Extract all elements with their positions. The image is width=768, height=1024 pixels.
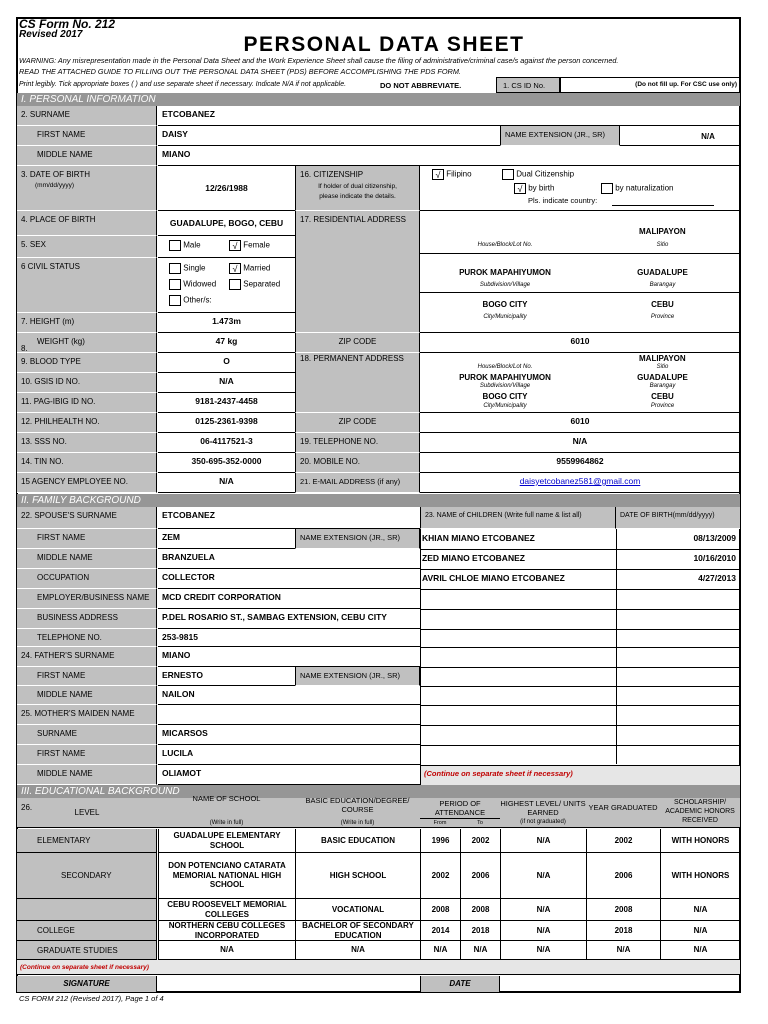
sex-label: 5. SEX [17,236,157,258]
permanent-address-label: 18. PERMANENT ADDRESS [295,353,420,413]
school-name-header: NAME OF SCHOOL [192,794,261,803]
philhealth-field[interactable]: 0125-2361-9398 [158,413,295,433]
name-extension-field[interactable]: N/A [620,126,740,146]
single-checkbox[interactable] [169,263,181,274]
education-honors-cell[interactable]: N/A [660,899,740,921]
education-school-cell[interactable]: N/A [158,941,295,960]
signature-field[interactable] [158,976,420,992]
education-from-cell[interactable]: N/A [420,941,460,960]
children-row-divider [420,609,740,610]
res-street-label: Sitio [656,242,669,248]
spouse-first-field[interactable]: ZEM [158,529,295,549]
cs-id-field: (Do not fill up. For CSC use only) [560,77,740,93]
perm-house-label: House/Block/Lot No. [477,364,533,370]
res-province: CEBU [651,300,674,309]
highest-level-header: HIGHEST LEVEL/ UNITS EARNED [500,799,586,817]
single-label: Single [183,263,206,273]
perm-province-label: Province [650,403,675,409]
perm-city-label: City/Municipality [483,403,527,409]
male-label: Male [183,240,201,250]
spouse-telephone-field[interactable]: 253-9815 [158,629,420,647]
education-from-cell[interactable]: 2002 [420,853,460,899]
agency-employee-label: 15 AGENCY EMPLOYEE NO. [17,473,157,493]
by-nat-label: by naturalization [615,183,674,193]
mother-middle-field[interactable]: OLIAMOT [158,765,420,785]
date-field[interactable] [500,976,740,992]
dob-field[interactable]: 12/26/1988 [158,166,295,211]
first-name-label: FIRST NAME [17,126,157,146]
others-checkbox[interactable] [169,295,181,306]
blood-type-label: 9. BLOOD TYPE [17,353,157,373]
dob-format: (mm/dd/yyyy) [35,182,74,189]
perm-house: MALIPAYON [639,354,686,363]
children-row-divider [420,705,740,706]
education-level-header: LEVEL [74,808,100,817]
res-subdivision-label: Subdivision/Village [479,282,531,288]
pob-field[interactable]: GUADALUPE, BOGO, CEBU [158,211,295,236]
surname-field[interactable]: ETCOBANEZ [158,106,740,126]
education-units-cell[interactable]: N/A [500,829,586,853]
no-abbreviate-note: DO NOT ABBREVIATE. [380,81,462,90]
pagibig-field[interactable]: 9181-2437-4458 [158,393,295,413]
mother-first-label: FIRST NAME [17,745,157,765]
education-from-cell[interactable]: 2008 [420,899,460,921]
by-naturalization-option[interactable] [601,183,674,194]
citizenship-label-text: 16. CITIZENSHIP [300,170,364,179]
period-header: PERIOD OF ATTENDANCE [434,799,486,817]
child-name[interactable]: ZED MIANO ETCOBANEZ [422,553,525,563]
education-level: COLLEGE [17,921,157,941]
dual-citizenship-option[interactable] [502,169,574,180]
mobile-label: 20. MOBILE NO. [295,453,420,473]
residential-address-label: 17. RESIDENTIAL ADDRESS [295,211,420,333]
spouse-surname-label: 22. SPOUSE'S SURNAME [17,507,157,529]
family-continue-note: (Continue on separate sheet if necessary) [421,766,740,785]
blood-type-field[interactable]: O [158,353,295,373]
business-address-label: BUSINESS ADDRESS [17,609,157,629]
father-surname-label: 24. FATHER'S SURNAME [17,647,157,667]
perm-zip-label: ZIP CODE [295,413,420,433]
name-extension-label: NAME EXTENSION (JR., SR) [500,126,620,146]
section-educational-background: III. EDUCATIONAL BACKGROUND [17,785,740,798]
if-not-graduated-note: (if not graduated) [520,819,566,825]
male-option[interactable] [169,240,201,251]
email-label: 21. E-MAIL ADDRESS (if any) [295,473,420,493]
sss-field[interactable]: 06-4117521-3 [158,433,295,453]
weight-label: WEIGHT (kg) [17,333,157,353]
res-zip-field[interactable]: 6010 [420,333,740,353]
middle-name-label: MIDDLE NAME [17,146,157,166]
perm-barangay-label: Barangay [649,383,676,389]
father-ext-label: NAME EXTENSION (JR., SR) [295,667,420,686]
mobile-field[interactable]: 9559964862 [420,453,740,473]
spouse-middle-field[interactable]: BRANZUELA [158,549,420,569]
mother-maiden-field [158,705,420,725]
page-title: PERSONAL DATA SHEET [243,33,525,56]
by-nat-checkbox[interactable] [601,183,613,194]
res-city: BOGO CITY [482,300,528,309]
res-city-label: City/Municipality [483,314,527,320]
country-label: Pls. indicate country: [528,196,598,205]
education-units-cell[interactable]: N/A [500,899,586,921]
guide-text: READ THE ATTACHED GUIDE TO FILLING OUT THE PERSONAL DATA SHEET (PDS) BEFORE ACCOMPLISHING THE PDS FORM. [19,67,461,76]
children-row-divider [420,667,740,668]
occupation-field[interactable]: COLLECTOR [158,569,420,589]
spouse-first-label: FIRST NAME [17,529,157,549]
res-divider-2 [420,292,740,293]
gsis-field[interactable]: N/A [158,373,295,393]
form-revision: Revised 2017 [19,29,83,40]
date-label: DATE [420,976,500,992]
education-from-cell[interactable]: 2014 [420,921,460,941]
middle-name-field[interactable]: MIANO [158,146,740,166]
dual-label: Dual Citizenship [516,169,575,179]
mother-middle-label: MIDDLE NAME [17,765,157,785]
first-name-field[interactable]: DAISY [158,126,500,146]
female-option[interactable] [229,240,270,251]
course-write-note: (Write in full) [340,820,375,826]
sss-label: 13. SSS NO. [17,433,157,453]
perm-street-label: Sitio [656,364,669,370]
education-to-cell[interactable]: 2008 [460,899,500,921]
education-school-cell[interactable]: NORTHERN CEBU COLLEGES INCORPORATED [158,921,295,941]
education-item-number: 26. [21,803,33,812]
employer-label: EMPLOYER/BUSINESS NAME [17,589,157,609]
citizenship-label [295,166,420,211]
education-honors-cell[interactable]: N/A [660,941,740,960]
single-option[interactable] [169,263,205,274]
filipino-checkbox[interactable]: √ [432,169,444,180]
education-level: GRADUATE STUDIES [17,941,157,960]
res-divider-1 [420,253,740,254]
country-line [612,205,714,206]
res-zip-label: ZIP CODE [295,333,420,353]
mother-surname-label: SURNAME [17,725,157,745]
warning-text: WARNING: Any misrepresentation made in the Personal Data Sheet and the Work Experience Sheet shall cause the filing of administrative/criminal case/s against the person concerned. [19,56,619,65]
spouse-surname-field[interactable]: ETCOBANEZ [158,507,420,529]
child-dob[interactable]: 10/16/2010 [693,553,736,563]
telephone-label: 19. TELEPHONE NO. [295,433,420,453]
children-label: 23. NAME of CHILDREN (Write full name & list all) [420,507,616,529]
spouse-middle-label: MIDDLE NAME [17,549,157,569]
father-surname-field[interactable]: MIANO [158,647,420,667]
children-row-divider [420,629,740,630]
telephone-field[interactable]: N/A [420,433,740,453]
widowed-option[interactable] [169,279,216,290]
education-level [17,899,157,921]
section-family-background: II. FAMILY BACKGROUND [17,494,740,507]
surname-label: 2. SURNAME [17,106,157,126]
education-honors-cell[interactable]: WITH HONORS [660,853,740,899]
email-field[interactable] [420,473,740,493]
height-label: 7. HEIGHT (m) [17,313,157,333]
father-middle-label: MIDDLE NAME [17,686,157,705]
perm-subdivision: PUROK MAPAHIYUMON [459,373,551,382]
page-footer: CS FORM 212 (Revised 2017), Page 1 of 4 [19,994,164,1003]
education-to-cell[interactable]: 2006 [460,853,500,899]
period-divider [420,818,500,819]
course-header: BASIC EDUCATION/DEGREE/ COURSE [305,796,410,814]
dob-label-text: 3. DATE OF BIRTH [21,170,91,179]
signature-label: SIGNATURE [17,976,157,992]
education-year-cell[interactable]: 2008 [586,899,660,921]
male-checkbox[interactable] [169,240,181,251]
education-level: ELEMENTARY [17,829,157,853]
res-barangay-label: Barangay [649,282,676,288]
year-graduated-header: YEAR GRADUATED [588,803,658,812]
education-level: SECONDARY [17,853,157,899]
pagibig-label: 11. PAG-IBIG ID NO. [17,393,157,413]
widowed-checkbox[interactable] [169,279,181,290]
period-from-header: From [433,820,447,826]
filipino-option[interactable] [432,169,472,180]
married-option[interactable] [229,263,270,274]
father-middle-field[interactable]: NAILON [158,686,420,705]
perm-zip-field[interactable]: 6010 [420,413,740,433]
education-school-cell[interactable]: GUADALUPE ELEMENTARY SCHOOL [158,829,295,853]
education-year-cell[interactable]: 2002 [586,829,660,853]
education-year-cell[interactable]: N/A [586,941,660,960]
by-birth-label: by birth [528,183,555,193]
honors-header: SCHOLARSHIP/ ACADEMIC HONORS RECEIVED [665,799,735,824]
education-year-cell[interactable]: 2006 [586,853,660,899]
education-continue-note: (Continue on separate sheet if necessary) [20,964,149,971]
education-units-cell[interactable]: N/A [500,941,586,960]
employer-field[interactable]: MCD CREDIT CORPORATION [158,589,420,609]
father-first-label: FIRST NAME [17,667,157,686]
form-number: CS Form No. 212 [19,17,116,31]
education-course-cell[interactable]: VOCATIONAL [295,899,420,921]
school-write-note: (Write in full) [209,820,244,826]
by-birth-checkbox[interactable]: √ [514,183,526,194]
child-name[interactable]: AVRIL CHLOE MIANO ETCOBANEZ [422,573,565,583]
children-row-divider [420,549,740,550]
children-row-divider [420,569,740,570]
perm-subdivision-label: Subdivision/Village [479,383,531,389]
by-birth-option[interactable] [514,183,554,194]
others-label: Other/s: [183,295,212,305]
perm-city: BOGO CITY [482,392,528,401]
res-subdivision: PUROK MAPAHIYUMON [459,268,551,277]
res-house-label: House/Block/Lot No. [477,242,533,248]
education-units-cell[interactable]: N/A [500,921,586,941]
agency-employee-field[interactable]: N/A [158,473,295,493]
child-name[interactable]: KHIAN MIANO ETCOBANEZ [422,533,535,543]
education-to-cell[interactable]: 2002 [460,829,500,853]
pob-label: 4. PLACE OF BIRTH [17,211,157,236]
tin-field[interactable]: 350-695-352-0000 [158,453,295,473]
child-dob[interactable]: 4/27/2013 [698,573,736,583]
period-to-header: To [477,820,483,826]
education-course-cell[interactable]: BACHELOR OF SECONDARY EDUCATION [295,921,420,941]
tin-label: 14. TIN NO. [17,453,157,473]
res-barangay: GUADALUPE [637,268,688,277]
res-house: MALIPAYON [639,227,686,236]
height-field[interactable]: 1.473m [158,313,295,333]
father-first-field[interactable]: ERNESTO [158,667,295,686]
child-dob[interactable]: 08/13/2009 [693,533,736,543]
children-row-divider [420,686,740,687]
education-to-cell[interactable]: N/A [460,941,500,960]
separated-checkbox[interactable] [229,279,241,290]
perm-province: CEBU [651,392,674,401]
mother-surname-field[interactable]: MICARSOS [158,725,420,745]
education-year-cell[interactable]: 2018 [586,921,660,941]
perm-barangay: GUADALUPE [637,373,688,382]
spouse-ext-label: NAME EXTENSION (JR., SR) [295,529,420,549]
education-honors-cell[interactable]: N/A [660,921,740,941]
education-units-cell[interactable]: N/A [500,853,586,899]
education-honors-cell[interactable]: WITH HONORS [660,829,740,853]
widowed-label: Widowed [183,279,217,289]
children-row-divider [420,589,740,590]
spouse-telephone-label: TELEPHONE NO. [17,629,157,647]
dual-note-1: If holder of dual citizenship, [318,183,397,190]
education-from-cell[interactable]: 1996 [420,829,460,853]
children-dob-label: DATE OF BIRTH(mm/dd/yyyy) [616,507,740,529]
print-note: Print legibly. Tick appropriate boxes ( ) and use separate sheet if necessary. Indicate N/A if not applicable. [19,81,347,88]
education-school-cell[interactable]: DON POTENCIANO CATARATA MEMORIAL NATIONAL HIGH SCHOOL [158,853,295,899]
children-row-divider [420,725,740,726]
education-school-cell[interactable]: CEBU ROOSEVELT MEMORIAL COLLEGES [158,899,295,921]
weight-field[interactable]: 47 kg [158,333,295,353]
res-province-label: Province [650,314,675,320]
email-link[interactable]: daisyetcobanez581@gmail.com [519,476,641,486]
female-label: Female [243,240,270,250]
dob-label [17,166,157,211]
married-label: Married [243,263,271,273]
female-checkbox[interactable]: √ [229,240,241,251]
children-row-divider [420,647,740,648]
married-checkbox[interactable]: √ [229,263,241,274]
education-course-cell[interactable]: N/A [295,941,420,960]
gsis-label: 10. GSIS ID NO. [17,373,157,393]
occupation-label: OCCUPATION [17,569,157,589]
children-row-divider [420,745,740,746]
separated-option[interactable] [229,279,280,290]
others-option[interactable] [169,295,212,306]
education-course-cell[interactable]: BASIC EDUCATION [295,829,420,853]
mother-maiden-label: 25. MOTHER'S MAIDEN NAME [17,705,157,725]
cs-id-label: 1. CS ID No. [496,77,560,93]
civil-status-label: 6 CIVIL STATUS [17,258,157,313]
philhealth-label: 12. PHILHEALTH NO. [17,413,157,433]
business-address-field[interactable]: P.DEL ROSARIO ST., SAMBAG EXTENSION, CEBU CITY [158,609,420,629]
filipino-label: Filipino [446,169,472,179]
section-personal-info: I. PERSONAL INFORMATION [17,93,740,106]
education-course-cell[interactable]: HIGH SCHOOL [295,853,420,899]
separated-label: Separated [243,279,281,289]
dual-note-2: please indicate the details. [319,193,396,200]
weight-number: 8. [21,344,28,353]
education-to-cell[interactable]: 2018 [460,921,500,941]
children-list [420,529,740,785]
mother-first-field[interactable]: LUCILA [158,745,420,765]
dual-checkbox[interactable] [502,169,514,180]
